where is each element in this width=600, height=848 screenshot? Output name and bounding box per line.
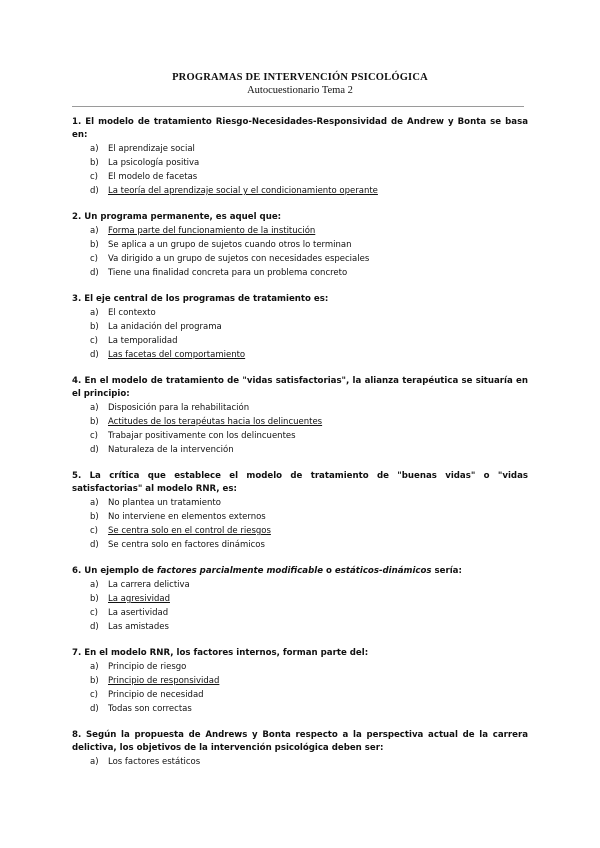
option-text: Principio de riesgo: [108, 662, 187, 672]
option: [72, 496, 528, 510]
option-list: [72, 401, 528, 457]
question-8: [72, 729, 528, 769]
option-text: La carrera delictiva: [108, 580, 190, 590]
option-text: Se centra solo en factores dinámicos: [108, 540, 265, 550]
option: [72, 156, 528, 170]
question-text: 1. El modelo de tratamiento Riesgo-Necesidades-Responsividad de Andrew y Bonta se basa en:: [72, 117, 528, 140]
option-letter: d): [90, 445, 99, 455]
option-letter: b): [90, 240, 99, 250]
option: [72, 415, 528, 429]
option: [72, 688, 528, 702]
option-text: Principio de necesidad: [108, 690, 204, 700]
option: [72, 524, 528, 538]
option-letter: a): [90, 226, 99, 236]
question-text-italic: factores parcialmente modificable: [156, 566, 324, 576]
option: [72, 578, 528, 592]
option-text: El aprendizaje social: [108, 144, 195, 154]
option-text: Los factores estáticos: [108, 757, 201, 767]
option: [72, 170, 528, 184]
option: [72, 320, 528, 334]
option-list: [72, 578, 528, 634]
option: [72, 620, 528, 634]
option-list: [72, 306, 528, 362]
question-7: [72, 647, 528, 716]
question-text-italic: estáticos-dinámicos: [334, 566, 432, 576]
option: [72, 429, 528, 443]
question-5: [72, 470, 528, 552]
option: [72, 510, 528, 524]
question-2: [72, 211, 528, 280]
option-letter: b): [90, 158, 99, 168]
option-text: No interviene en elementos externos: [108, 512, 266, 522]
question-6: [72, 565, 528, 634]
option-list: [72, 224, 528, 280]
option-text: Disposición para la rehabilitación: [108, 403, 250, 413]
option: [72, 252, 528, 266]
document-subtitle: Autocuestionario Tema 2: [247, 85, 353, 96]
option-letter: b): [90, 322, 99, 332]
option-letter: c): [90, 608, 98, 618]
option-letter: a): [90, 498, 99, 508]
option: [72, 443, 528, 457]
option-text-correct: La agresividad: [108, 594, 170, 604]
option-letter: b): [90, 594, 99, 604]
option-letter: c): [90, 254, 98, 264]
option-letter: d): [90, 540, 99, 550]
option-letter: d): [90, 350, 99, 360]
option: [72, 224, 528, 238]
option-letter: a): [90, 757, 99, 767]
option-letter: c): [90, 431, 98, 441]
option-text-correct: Las facetas del comportamiento: [108, 350, 246, 360]
option: [72, 401, 528, 415]
option-letter: d): [90, 268, 99, 278]
option-text: El contexto: [108, 308, 156, 318]
header-divider: [72, 106, 524, 107]
question-text: 7. En el modelo RNR, los factores internos, forman parte del:: [72, 648, 369, 658]
option: [72, 184, 528, 198]
option-letter: c): [90, 526, 98, 536]
question-list: [72, 116, 528, 782]
option-text: La psicología positiva: [108, 158, 200, 168]
option-text: Va dirigido a un grupo de sujetos con necesidades especiales: [108, 254, 370, 264]
option-text-correct: Principio de responsividad: [108, 676, 220, 686]
option-text: Las amistades: [108, 622, 169, 632]
option-text-correct: Forma parte del funcionamiento de la institución: [108, 226, 316, 236]
option: [72, 660, 528, 674]
question-text-part: o: [323, 566, 335, 576]
option-letter: b): [90, 512, 99, 522]
option-letter: b): [90, 676, 99, 686]
option-text: No plantea un tratamiento: [108, 498, 221, 508]
option-letter: c): [90, 172, 98, 182]
option: [72, 538, 528, 552]
question-text: 4. En el modelo de tratamiento de "vidas satisfactorias", la alianza terapéutica se situaría en el principio:: [72, 376, 528, 399]
option-text: El modelo de facetas: [108, 172, 198, 182]
option-letter: a): [90, 662, 99, 672]
option: [72, 702, 528, 716]
option-text: La anidación del programa: [108, 322, 222, 332]
option: [72, 266, 528, 280]
option-text: Se aplica a un grupo de sujetos cuando otros lo terminan: [108, 240, 352, 250]
question-text: [72, 565, 528, 578]
option: [72, 142, 528, 156]
option-text-correct: Actitudes de los terapéutas hacia los delincuentes: [108, 417, 323, 427]
question-text: 8. Según la propuesta de Andrews y Bonta respecto a la perspectiva actual de la carrera delictiva, los objetivos de la intervención psicológica deben ser:: [72, 730, 528, 753]
option-text: Tiene una finalidad concreta para un problema concreto: [108, 268, 348, 278]
question-1: [72, 116, 528, 198]
option-text: Todas son correctas: [108, 704, 192, 714]
option-text: La asertividad: [108, 608, 169, 618]
question-text-part: 6. Un ejemplo de: [72, 566, 157, 576]
option-letter: b): [90, 417, 99, 427]
option: [72, 592, 528, 606]
option-text: Naturaleza de la intervención: [108, 445, 234, 455]
question-text-part: sería:: [431, 566, 462, 576]
option-letter: d): [90, 622, 99, 632]
option-list: [72, 142, 528, 198]
option: [72, 334, 528, 348]
option-list: [72, 660, 528, 716]
option-list: [72, 755, 528, 769]
question-text: 3. El eje central de los programas de tratamiento es:: [72, 294, 329, 304]
option-letter: d): [90, 186, 99, 196]
question-3: [72, 293, 528, 362]
option: [72, 755, 528, 769]
option-letter: a): [90, 580, 99, 590]
option-text: La temporalidad: [108, 336, 178, 346]
option-letter: a): [90, 144, 99, 154]
option-text: Trabajar positivamente con los delincuentes: [108, 431, 296, 441]
option: [72, 306, 528, 320]
question-4: [72, 375, 528, 457]
option-text-correct: Se centra solo en el control de riesgos: [108, 526, 271, 536]
question-text: 5. La crítica que establece el modelo de tratamiento de "buenas vidas" o "vidas satisfactorias" al modelo RNR, es:: [72, 471, 528, 494]
option-letter: a): [90, 308, 99, 318]
option-letter: d): [90, 704, 99, 714]
option: [72, 238, 528, 252]
option: [72, 606, 528, 620]
question-text: 2. Un programa permanente, es aquel que:: [72, 212, 282, 222]
option: [72, 348, 528, 362]
option-text-correct: La teoría del aprendizaje social y el condicionamiento operante: [108, 186, 378, 196]
option: [72, 674, 528, 688]
option-letter: c): [90, 336, 98, 346]
document-title: PROGRAMAS DE INTERVENCIÓN PSICOLÓGICA: [172, 72, 428, 83]
option-letter: c): [90, 690, 98, 700]
option-letter: a): [90, 403, 99, 413]
option-list: [72, 496, 528, 552]
